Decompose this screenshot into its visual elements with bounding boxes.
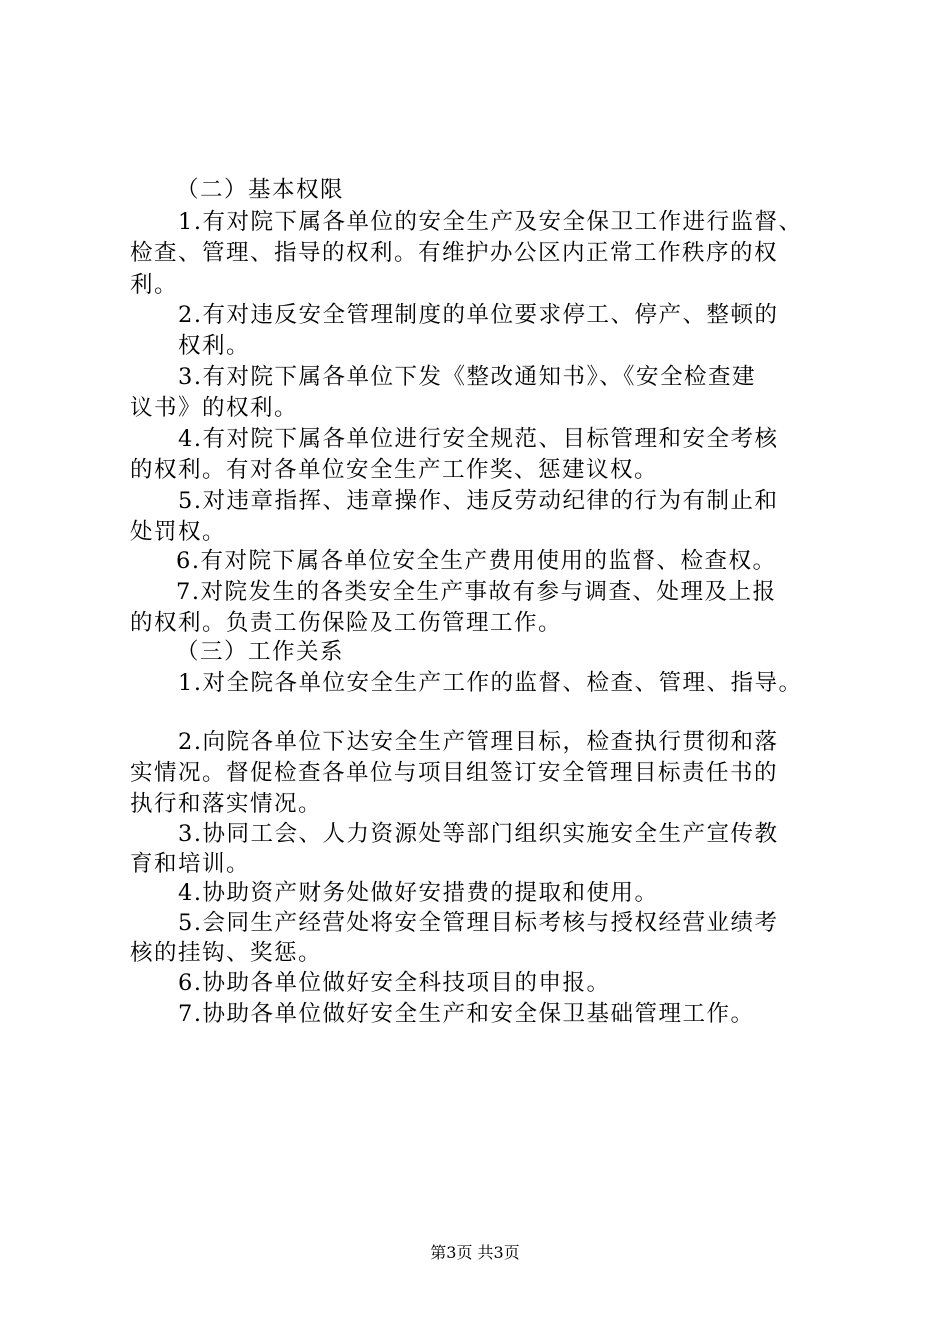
paragraph-line: 权利。 bbox=[178, 333, 251, 359]
paragraph-line: 7.协助各单位做好安全生产和安全保卫基础管理工作。 bbox=[178, 1001, 755, 1027]
paragraph-line: 1.有对院下属各单位的安全生产及安全保卫工作进行监督、 bbox=[178, 209, 803, 235]
paragraph-line: 利。 bbox=[130, 272, 179, 298]
paragraph-line: 的权利。负责工伤保险及工伤管理工作。 bbox=[130, 610, 563, 636]
page-number-footer: 第3页 共3页 bbox=[430, 1243, 520, 1262]
section-heading-work-relations: （三）工作关系 bbox=[176, 639, 345, 665]
paragraph-line: 2.向院各单位下达安全生产管理目标，检查执行贯彻和落 bbox=[178, 729, 779, 755]
paragraph-line: 核的挂钩、奖惩。 bbox=[130, 940, 323, 966]
paragraph-line: 6.有对院下属各单位安全生产费用使用的监督、检查权。 bbox=[176, 548, 777, 574]
paragraph-line: 4.协助资产财务处做好安措费的提取和使用。 bbox=[178, 880, 659, 906]
paragraph-line: 5.对违章指挥、违章操作、违反劳动纪律的行为有制止和 bbox=[178, 488, 779, 514]
paragraph-line: 3.协同工会、人力资源处等部门组织实施安全生产宣传教 bbox=[178, 821, 779, 847]
paragraph-line: 检查、管理、指导的权利。有维护办公区内正常工作秩序的权 bbox=[130, 240, 779, 266]
paragraph-line: 实情况。督促检查各单位与项目组签订安全管理目标责任书的 bbox=[130, 760, 779, 786]
paragraph-line: 育和培训。 bbox=[130, 851, 251, 877]
paragraph-line: 处罚权。 bbox=[130, 519, 227, 545]
paragraph-line: 执行和落实情况。 bbox=[130, 791, 323, 817]
paragraph-line: 1.对全院各单位安全生产工作的监督、检查、管理、指导。 bbox=[178, 670, 803, 696]
paragraph-line: 4.有对院下属各单位进行安全规范、目标管理和安全考核 bbox=[178, 426, 779, 452]
paragraph-line: 议书》的权利。 bbox=[130, 395, 299, 421]
paragraph-line: 7.对院发生的各类安全生产事故有参与调查、处理及上报 bbox=[176, 579, 777, 605]
paragraph-line: 6.协助各单位做好安全科技项目的申报。 bbox=[178, 970, 611, 996]
paragraph-line: 的权利。有对各单位安全生产工作奖、惩建议权。 bbox=[130, 457, 659, 483]
paragraph-line: 5.会同生产经营处将安全管理目标考核与授权经营业绩考 bbox=[178, 910, 779, 936]
paragraph-line: 2.有对违反安全管理制度的单位要求停工、停产、整顿的 bbox=[178, 302, 779, 328]
paragraph-line: 3.有对院下属各单位下发《整改通知书》、《安全检查建 bbox=[178, 364, 756, 390]
section-heading-basic-authority: （二）基本权限 bbox=[176, 177, 345, 203]
